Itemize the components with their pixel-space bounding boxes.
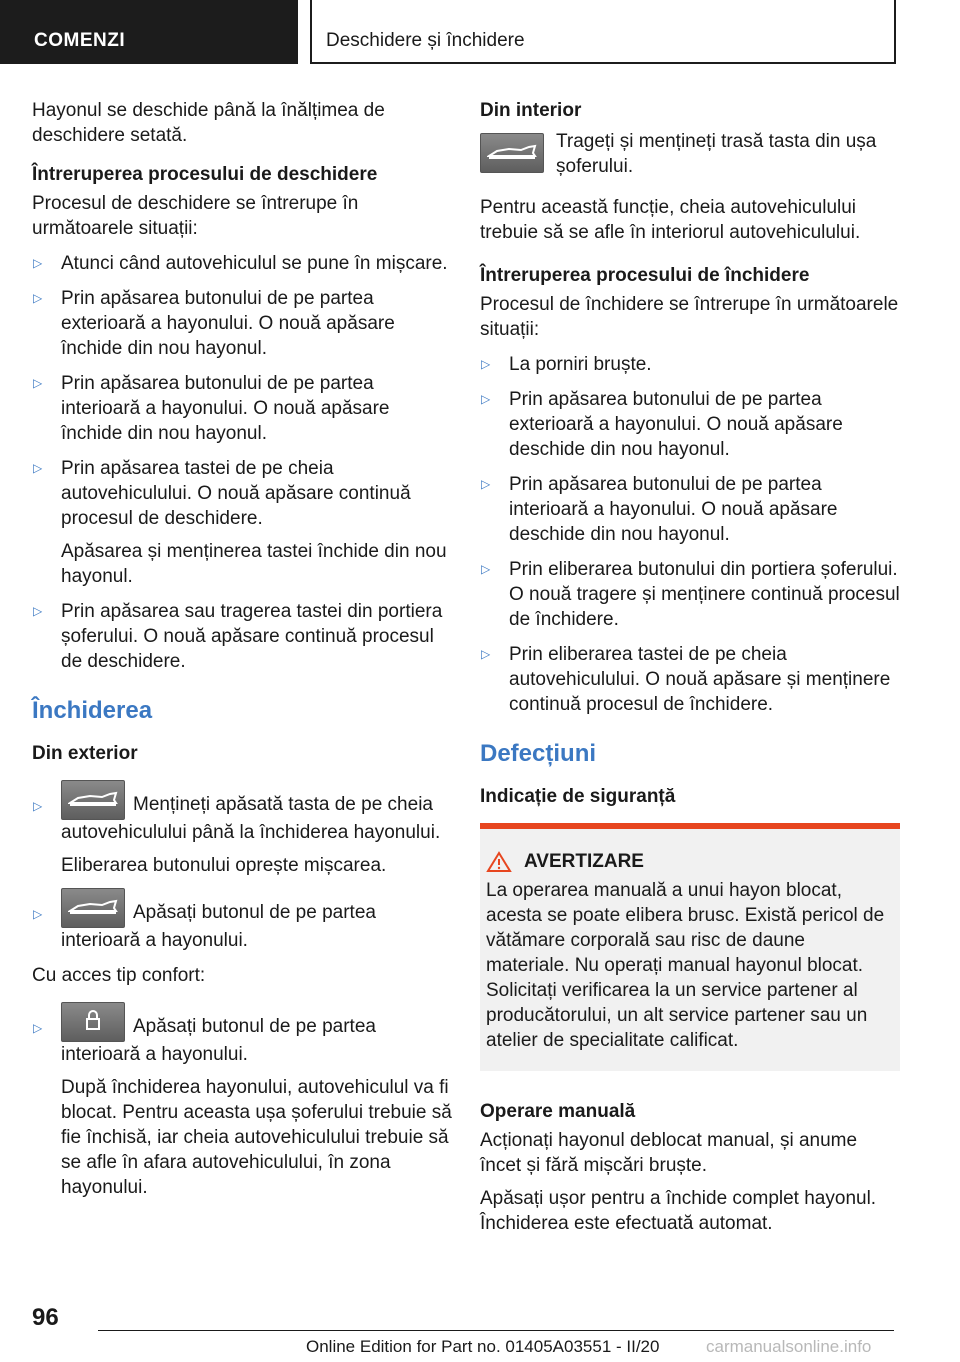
triangle-bullet-icon: ▷ [33, 376, 43, 390]
list-item: ▷ Prin eliberarea tastei de pe cheia autovehiculului. O nouă apăsare și menținere continuă procesul de închidere. [481, 644, 891, 715]
list-item: ▷ Prin apăsarea sau tragerea tastei din portiera șoferului. O nouă apăsare continuă procesul de deschidere. [33, 601, 443, 672]
tailgate-car-icon [61, 888, 125, 928]
interrupt-close-title: Întreruperea procesului de închidere [480, 265, 810, 286]
list-item: ▷ Prin apăsarea tastei de pe cheia autovehiculului. O nouă apăsare continuă procesul de deschidere. Apăsarea și menținerea tastei închide din nou hayonul. [32, 456, 452, 589]
triangle-bullet-icon: ▷ [33, 907, 43, 921]
outside-list [32, 780, 452, 953]
triangle-bullet-icon: ▷ [33, 604, 43, 618]
triangle-bullet-icon: ▷ [481, 477, 491, 491]
list-item: ▷ Prin apăsarea butonului de pe partea exterioară a hayonului. O nouă apăsare deschide din nou hayonul. [481, 389, 843, 460]
from-outside-title: Din exterior [32, 743, 138, 764]
section-tab: COMENZI [0, 0, 298, 64]
from-inside-row [480, 129, 900, 179]
tailgate-car-icon [480, 133, 544, 173]
key-inside-text: Pentru această funcție, cheia autovehiculului trebuie să se afle în interiorul autovehiculului. [480, 197, 861, 243]
manual-text-2: Apăsați ușor pentru a închide complet hayonul. Închiderea este efectuată automat. [480, 1188, 877, 1234]
from-inside-title: Din interior [480, 100, 582, 121]
lock-icon [61, 1002, 125, 1042]
from-inside-text: Trageți și mențineți trasă tasta din ușa șoferului. [556, 131, 877, 177]
page-number: 96 [32, 1304, 59, 1331]
list-item: ▷ Apăsați butonul de pe partea interioară a hayonului. După închiderea hayonului, autovehiculul va fi blocat. Pentru aceasta ușa șoferului trebuie să fie închisă, iar cheia autovehiculului trebuie să se afle în afara autovehiculului, în zona hayonului. [32, 1002, 452, 1200]
closing-heading: Închiderea [32, 697, 153, 724]
triangle-bullet-icon: ▷ [481, 562, 491, 576]
comfort-access-label: Cu acces tip confort: [32, 965, 206, 986]
list-item-continuation: Apăsarea și menținerea tastei închide din nou hayonul. [61, 541, 447, 587]
interrupt-open-text: Procesul de deschidere se întrerupe în următoarele situații: [32, 193, 359, 239]
warning-box [480, 823, 900, 1071]
manual-title: Operare manuală [480, 1101, 636, 1122]
triangle-bullet-icon: ▷ [33, 799, 43, 813]
list-item: ▷ Atunci când autovehiculul se pune în mișcare. [33, 253, 448, 274]
safety-title: Indicație de siguranță [480, 786, 676, 807]
chapter-title: Deschidere și închidere [310, 0, 896, 64]
triangle-bullet-icon: ▷ [33, 461, 43, 475]
warning-triangle-icon [486, 851, 512, 873]
triangle-bullet-icon: ▷ [481, 392, 491, 406]
intro-text: Hayonul se deschide până la înălțimea de deschidere setată. [32, 100, 385, 146]
warning-text: La operarea manuală a unui hayon blocat, acesta se poate elibera brusc. Există pericol de vătămare corporală sau risc de daune materiale. Nu operați manual hayonul blocat. Solicitați verificarea la un service partener al producătorului, un alt service partener sau un atelier de specialitate calificat. [486, 880, 885, 1051]
list-item: ▷ Mențineți apăsată tasta de pe cheia autovehiculului până la închiderea hayonului. Eliberarea butonului oprește mișcarea. [32, 780, 452, 878]
right-column [480, 98, 900, 1250]
edition-text: Online Edition for Part no. 01405A03551 - II/20 [306, 1337, 660, 1356]
list-item: ▷ Prin eliberarea butonului din portiera șoferului. O nouă tragere și menținere continuă procesul de închidere. [481, 559, 900, 630]
interrupt-close-text: Procesul de închidere se întrerupe în următoarele situații: [480, 294, 899, 340]
triangle-bullet-icon: ▷ [33, 1021, 43, 1035]
warning-title: AVERTIZARE [524, 851, 644, 872]
interrupt-open-title: Întreruperea procesului de deschidere [32, 164, 378, 185]
left-column [32, 98, 452, 1210]
triangle-bullet-icon: ▷ [33, 256, 43, 270]
interrupt-open-list [32, 251, 452, 674]
list-item-continuation: După închiderea hayonului, autovehiculul va fi blocat. Pentru aceasta ușa șoferului trebuie să fie închisă, iar cheia autovehiculului trebuie să se afle în afara autovehiculului, în zona hayonului. [61, 1077, 452, 1198]
comfort-list [32, 1002, 452, 1200]
list-item: ▷ Prin apăsarea butonului de pe partea interioară a hayonului. O nouă apăsare deschide din nou hayonul. [481, 474, 838, 545]
manual-text-1: Acționați hayonul deblocat manual, și anume încet și fără mișcări bruște. [480, 1130, 858, 1176]
list-item: ▷ Prin apăsarea butonului de pe partea interioară a hayonului. O nouă apăsare închide din nou hayonul. [33, 373, 390, 444]
triangle-bullet-icon: ▷ [481, 357, 491, 371]
footer-divider [98, 1330, 894, 1331]
triangle-bullet-icon: ▷ [33, 291, 43, 305]
faults-heading: Defecțiuni [480, 740, 597, 767]
tailgate-car-icon [61, 780, 125, 820]
list-item: ▷ Apăsați butonul de pe partea interioară a hayonului. [32, 888, 452, 953]
triangle-bullet-icon: ▷ [481, 647, 491, 661]
watermark: carmanualsonline.info [706, 1337, 872, 1356]
warning-header [486, 849, 892, 874]
list-item: ▷ La porniri bruște. [481, 354, 652, 375]
list-item: ▷ Prin apăsarea butonului de pe partea exterioară a hayonului. O nouă apăsare închide din nou hayonul. [33, 288, 395, 359]
list-item-continuation: Eliberarea butonului oprește mișcarea. [61, 855, 387, 876]
interrupt-close-list [480, 352, 900, 717]
